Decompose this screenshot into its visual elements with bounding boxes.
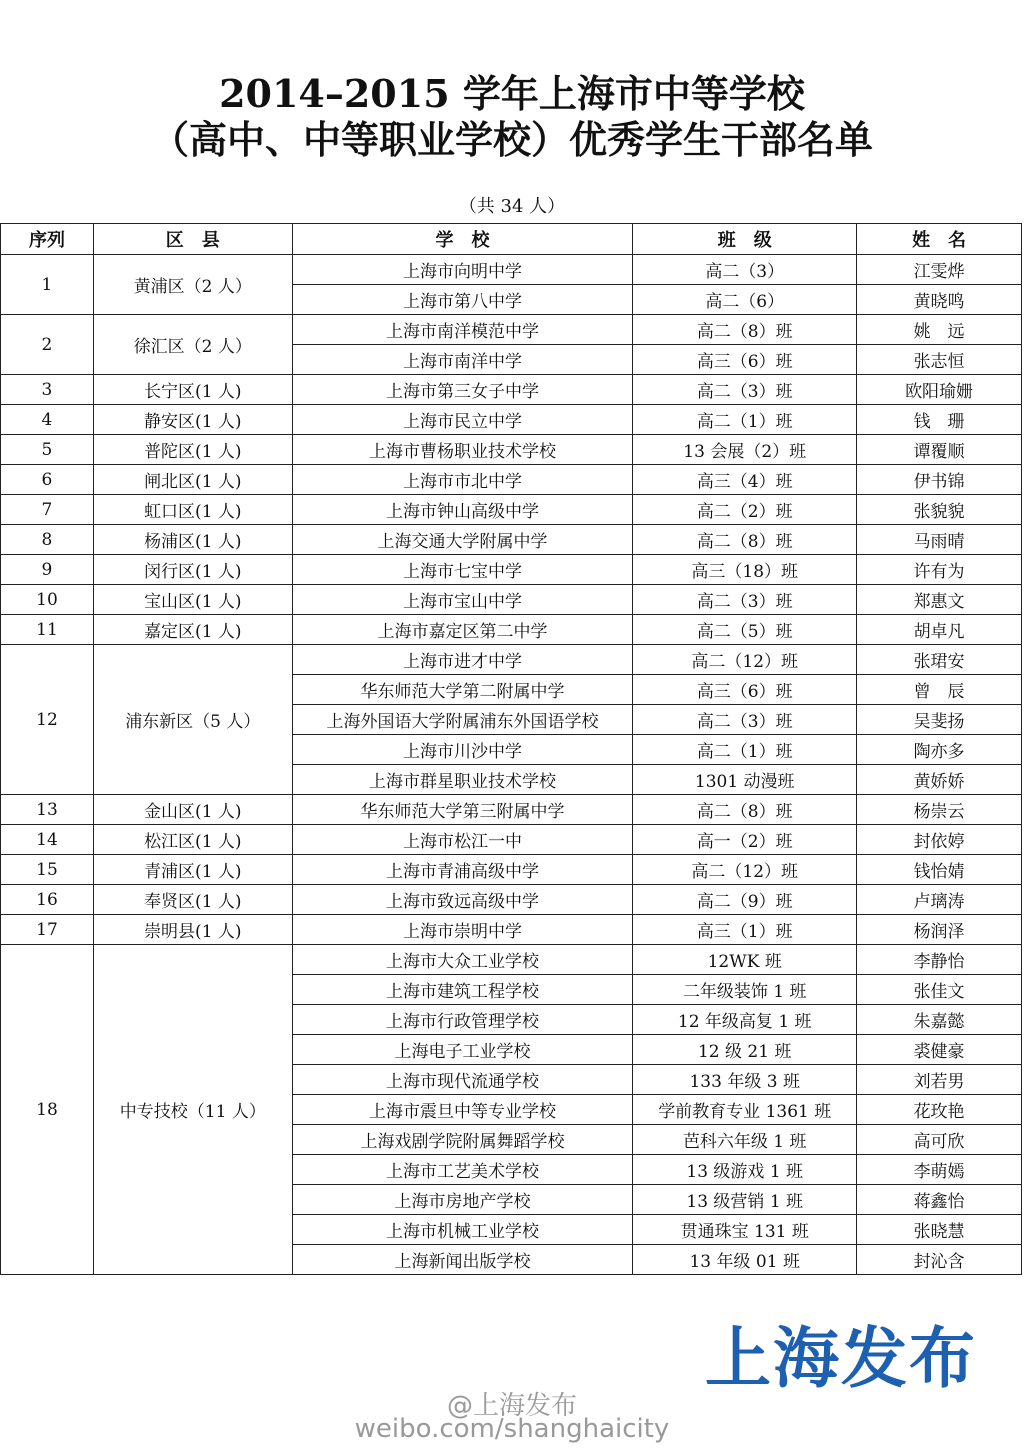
- cell-school: 上海市松江一中: [292, 825, 633, 855]
- header-district: 区 县: [93, 224, 292, 255]
- cell-name: 卢璃涛: [857, 885, 1022, 915]
- cell-class: 高二（5）班: [633, 615, 857, 645]
- cell-name: 吴斐扬: [857, 705, 1022, 735]
- cell-district: 崇明县(1 人): [93, 915, 292, 945]
- cell-district: 松江区(1 人): [93, 825, 292, 855]
- cell-name: 朱嘉懿: [857, 1005, 1022, 1035]
- cell-class: 高三（18）班: [633, 555, 857, 585]
- cell-school: 华东师范大学第三附属中学: [292, 795, 633, 825]
- cell-no: 2: [1, 315, 94, 375]
- cell-class: 12 级 21 班: [633, 1035, 857, 1065]
- cell-class: 高二（8）班: [633, 525, 857, 555]
- cell-school: 上海市南洋中学: [292, 345, 633, 375]
- cell-no: 12: [1, 645, 94, 795]
- cell-district: 杨浦区(1 人): [93, 525, 292, 555]
- cell-school: 上海市青浦高级中学: [292, 855, 633, 885]
- cell-school: 上海市震旦中等专业学校: [292, 1095, 633, 1125]
- table-row: [1, 615, 1022, 645]
- cell-name: 高可欣: [857, 1125, 1022, 1155]
- cell-class: 高三（6）班: [633, 675, 857, 705]
- cell-class: 高二（3）班: [633, 375, 857, 405]
- cell-no: 7: [1, 495, 94, 525]
- cell-no: 6: [1, 465, 94, 495]
- cell-no: 18: [1, 945, 94, 1275]
- cell-name: 郑惠文: [857, 585, 1022, 615]
- cell-class: 高三（6）班: [633, 345, 857, 375]
- cell-no: 3: [1, 375, 94, 405]
- cell-school: 上海市进才中学: [292, 645, 633, 675]
- cell-district: 徐汇区（2 人）: [93, 315, 292, 375]
- cell-class: 高二（12）班: [633, 645, 857, 675]
- cell-name: 许有为: [857, 555, 1022, 585]
- cell-district: 虹口区(1 人): [93, 495, 292, 525]
- table-row: [1, 555, 1022, 585]
- cell-school: 上海市工艺美术学校: [292, 1155, 633, 1185]
- table-row: [1, 525, 1022, 555]
- cell-school: 上海市第三女子中学: [292, 375, 633, 405]
- cell-name: 张晓慧: [857, 1215, 1022, 1245]
- cell-class: 高二（3）: [633, 255, 857, 285]
- cell-name: 谭覆顺: [857, 435, 1022, 465]
- cell-name: 江雯烨: [857, 255, 1022, 285]
- cell-school: 上海市大众工业学校: [292, 945, 633, 975]
- table-row: [1, 795, 1022, 825]
- table-row: [1, 435, 1022, 465]
- cell-name: 李静怡: [857, 945, 1022, 975]
- cell-class: 高二（9）班: [633, 885, 857, 915]
- cell-no: 10: [1, 585, 94, 615]
- subtitle-count: （共 34 人）: [458, 196, 566, 217]
- title-line-2: （高中、中等职业学校）优秀学生干部名单: [150, 117, 873, 162]
- table-body: [1, 255, 1022, 1275]
- cell-class: 高二（8）班: [633, 315, 857, 345]
- cell-name: 黄娇娇: [857, 765, 1022, 795]
- cell-class: 高三（4）班: [633, 465, 857, 495]
- cell-district: 青浦区(1 人): [93, 855, 292, 885]
- cell-name: 曾 辰: [857, 675, 1022, 705]
- cell-school: 上海市曹杨职业技术学校: [292, 435, 633, 465]
- cell-class: 二年级装饰 1 班: [633, 975, 857, 1005]
- cell-class: 高二（1）班: [633, 735, 857, 765]
- cell-name: 张佳文: [857, 975, 1022, 1005]
- cell-name: 张志恒: [857, 345, 1022, 375]
- cell-district: 中专技校（11 人）: [93, 945, 292, 1275]
- cell-school: 上海市市北中学: [292, 465, 633, 495]
- cell-name: 封沁含: [857, 1245, 1022, 1275]
- cell-district: 宝山区(1 人): [93, 585, 292, 615]
- cell-school: 上海市现代流通学校: [292, 1065, 633, 1095]
- cell-school: 上海市钟山高级中学: [292, 495, 633, 525]
- cell-district: 黄浦区（2 人）: [93, 255, 292, 315]
- cell-class: 高一（2）班: [633, 825, 857, 855]
- cell-district: 浦东新区（5 人）: [93, 645, 292, 795]
- cell-class: 12 年级高复 1 班: [633, 1005, 857, 1035]
- table-row: [1, 915, 1022, 945]
- cell-school: 上海市川沙中学: [292, 735, 633, 765]
- cell-school: 上海市南洋模范中学: [292, 315, 633, 345]
- cell-school: 上海外国语大学附属浦东外国语学校: [292, 705, 633, 735]
- cell-name: 李萌嫣: [857, 1155, 1022, 1185]
- cell-name: 杨润泽: [857, 915, 1022, 945]
- cell-name: 陶亦多: [857, 735, 1022, 765]
- cell-school: 上海市致远高级中学: [292, 885, 633, 915]
- table-header-row: [1, 224, 1022, 255]
- cell-class: 芭科六年级 1 班: [633, 1125, 857, 1155]
- cell-no: 16: [1, 885, 94, 915]
- cell-class: 贯通珠宝 131 班: [633, 1215, 857, 1245]
- header-name: 姓 名: [857, 224, 1022, 255]
- cell-name: 封依婷: [857, 825, 1022, 855]
- cell-name: 钱 珊: [857, 405, 1022, 435]
- cell-school: 上海市宝山中学: [292, 585, 633, 615]
- cell-no: 17: [1, 915, 94, 945]
- table-row: [1, 495, 1022, 525]
- table-row: [1, 825, 1022, 855]
- cell-name: 姚 远: [857, 315, 1022, 345]
- table-row: [1, 645, 1022, 675]
- cell-school: 上海市七宝中学: [292, 555, 633, 585]
- shanghai-fabu-logo: 上海发布: [705, 1320, 977, 1397]
- cell-district: 静安区(1 人): [93, 405, 292, 435]
- cell-no: 15: [1, 855, 94, 885]
- table-row: [1, 255, 1022, 285]
- cell-class: 高二（3）班: [633, 705, 857, 735]
- cell-school: 上海戏剧学院附属舞蹈学校: [292, 1125, 633, 1155]
- title-line-1: 2014–2015 学年上海市中等学校: [219, 71, 805, 116]
- cell-district: 普陀区(1 人): [93, 435, 292, 465]
- cell-school: 上海电子工业学校: [292, 1035, 633, 1065]
- cell-class: 13 级营销 1 班: [633, 1185, 857, 1215]
- cell-name: 钱怡婧: [857, 855, 1022, 885]
- cell-class: 高二（1）班: [633, 405, 857, 435]
- cell-school: 华东师范大学第二附属中学: [292, 675, 633, 705]
- cell-class: 12WK 班: [633, 945, 857, 975]
- cell-school: 上海市房地产学校: [292, 1185, 633, 1215]
- cell-school: 上海市嘉定区第二中学: [292, 615, 633, 645]
- cell-no: 1: [1, 255, 94, 315]
- cell-name: 黄晓鸣: [857, 285, 1022, 315]
- cell-no: 8: [1, 525, 94, 555]
- table-row: [1, 855, 1022, 885]
- cell-district: 奉贤区(1 人): [93, 885, 292, 915]
- cell-school: 上海市第八中学: [292, 285, 633, 315]
- cell-school: 上海市机械工业学校: [292, 1215, 633, 1245]
- cell-no: 14: [1, 825, 94, 855]
- cell-class: 高二（8）班: [633, 795, 857, 825]
- cell-school: 上海市民立中学: [292, 405, 633, 435]
- cell-class: 学前教育专业 1361 班: [633, 1095, 857, 1125]
- cell-name: 刘若男: [857, 1065, 1022, 1095]
- weibo-handle: @上海发布: [446, 1391, 577, 1421]
- cell-district: 闸北区(1 人): [93, 465, 292, 495]
- cell-school: 上海市向明中学: [292, 255, 633, 285]
- header-no: 序列: [1, 224, 94, 255]
- cell-school: 上海市建筑工程学校: [292, 975, 633, 1005]
- cell-name: 花玫艳: [857, 1095, 1022, 1125]
- cell-no: 11: [1, 615, 94, 645]
- table-row: [1, 945, 1022, 975]
- cell-district: 金山区(1 人): [93, 795, 292, 825]
- cell-name: 胡卓凡: [857, 615, 1022, 645]
- cell-name: 杨崇云: [857, 795, 1022, 825]
- table-row: [1, 405, 1022, 435]
- students-table: [0, 223, 1022, 1275]
- table-row: [1, 585, 1022, 615]
- header-class: 班 级: [633, 224, 857, 255]
- cell-district: 闵行区(1 人): [93, 555, 292, 585]
- cell-class: 高二（2）班: [633, 495, 857, 525]
- cell-class: 133 年级 3 班: [633, 1065, 857, 1095]
- cell-class: 13 会展（2）班: [633, 435, 857, 465]
- cell-no: 13: [1, 795, 94, 825]
- weibo-url: weibo.com/shanghaicity: [354, 1414, 670, 1444]
- cell-no: 5: [1, 435, 94, 465]
- cell-no: 4: [1, 405, 94, 435]
- cell-class: 高三（1）班: [633, 915, 857, 945]
- cell-school: 上海市行政管理学校: [292, 1005, 633, 1035]
- cell-name: 欧阳瑜姗: [857, 375, 1022, 405]
- table-row: [1, 885, 1022, 915]
- table-row: [1, 375, 1022, 405]
- cell-school: 上海市崇明中学: [292, 915, 633, 945]
- cell-school: 上海新闻出版学校: [292, 1245, 633, 1275]
- cell-name: 伊书锦: [857, 465, 1022, 495]
- cell-class: 13 级游戏 1 班: [633, 1155, 857, 1185]
- cell-class: 1301 动漫班: [633, 765, 857, 795]
- cell-class: 高二（6）: [633, 285, 857, 315]
- cell-no: 9: [1, 555, 94, 585]
- cell-name: 张貌貌: [857, 495, 1022, 525]
- cell-district: 嘉定区(1 人): [93, 615, 292, 645]
- cell-class: 高二（3）班: [633, 585, 857, 615]
- header-school: 学 校: [292, 224, 633, 255]
- table-row: [1, 465, 1022, 495]
- cell-class: 13 年级 01 班: [633, 1245, 857, 1275]
- table-row: [1, 315, 1022, 345]
- cell-school: 上海交通大学附属中学: [292, 525, 633, 555]
- cell-name: 裘健豪: [857, 1035, 1022, 1065]
- cell-class: 高二（12）班: [633, 855, 857, 885]
- cell-school: 上海市群星职业技术学校: [292, 765, 633, 795]
- cell-name: 蒋鑫怡: [857, 1185, 1022, 1215]
- cell-name: 马雨晴: [857, 525, 1022, 555]
- cell-name: 张珺安: [857, 645, 1022, 675]
- cell-district: 长宁区(1 人): [93, 375, 292, 405]
